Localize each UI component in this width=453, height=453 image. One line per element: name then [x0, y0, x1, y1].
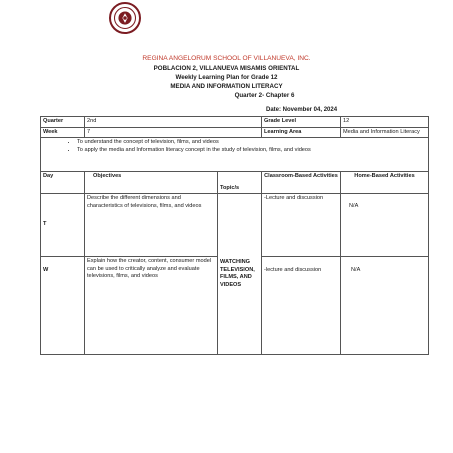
- objectives-row: [41, 138, 429, 172]
- quarter-row: [41, 117, 429, 128]
- grade-level-value: 12: [341, 117, 429, 128]
- plan-title: Weekly Learning Plan for Grade 12: [175, 74, 278, 81]
- quarter-label: Quarter: [41, 117, 85, 128]
- week-label: Week: [41, 127, 85, 138]
- home-activity-cell: N/A: [341, 257, 429, 355]
- col-header-topics: Topic/s: [218, 172, 262, 194]
- objective-cell: Explain how the creator, content, consumer model can be used to critically analyze and evaluate televisions, films, and videos: [85, 257, 218, 355]
- school-address: POBLACION 2, VILLANUEVA MISAMIS ORIENTAL: [153, 65, 300, 72]
- school-seal-logo: [109, 2, 141, 34]
- table-row: [41, 194, 429, 257]
- objective-item: • To apply the media and Information literacy concept in the study of television, films, and videos: [77, 147, 426, 155]
- day-cell: W: [41, 257, 85, 355]
- col-header-classroom: Classroom-Based Activities: [262, 172, 341, 194]
- column-header-row: [41, 172, 429, 194]
- school-name: REGINA ANGELORUM SCHOOL OF VILLANUEVA, INC.: [142, 55, 311, 62]
- learning-plan-table: [40, 116, 429, 355]
- day-cell: T: [41, 194, 85, 257]
- quarter-chapter: Quarter 2- Chapter 6: [234, 92, 295, 99]
- objective-cell: Describe the different dimensions and characteristics of televisions, films, and videos: [85, 194, 218, 257]
- classroom-activity-cell: -Lecture and discussion: [262, 194, 341, 257]
- col-header-home: Home-Based Activities: [341, 172, 429, 194]
- week-value: 7: [85, 127, 262, 138]
- quarter-value: 2nd: [85, 117, 262, 128]
- col-header-objectives: Objectives: [85, 172, 218, 194]
- objectives-list: [43, 139, 426, 154]
- grade-level-label: Grade Level: [262, 117, 341, 128]
- learning-area-label: Learning Area: [262, 127, 341, 138]
- objective-item: • To understand the concept of television, films, and videos: [77, 139, 426, 147]
- classroom-activity-cell: -lecture and discussion: [262, 257, 341, 355]
- learning-area-value: Media and Information Literacy: [341, 127, 429, 138]
- plan-date: Date: November 04, 2024: [266, 107, 338, 113]
- home-activity-cell: N/A: [341, 194, 429, 257]
- col-header-day: Day: [41, 172, 85, 194]
- topic-cell: WATCHING TELEVISION, FILMS, AND VIDEOS: [218, 194, 262, 355]
- week-row: [41, 127, 429, 138]
- subject-title: MEDIA AND INFORMATION LITERACY: [170, 83, 283, 90]
- objectives-cell: [41, 138, 429, 172]
